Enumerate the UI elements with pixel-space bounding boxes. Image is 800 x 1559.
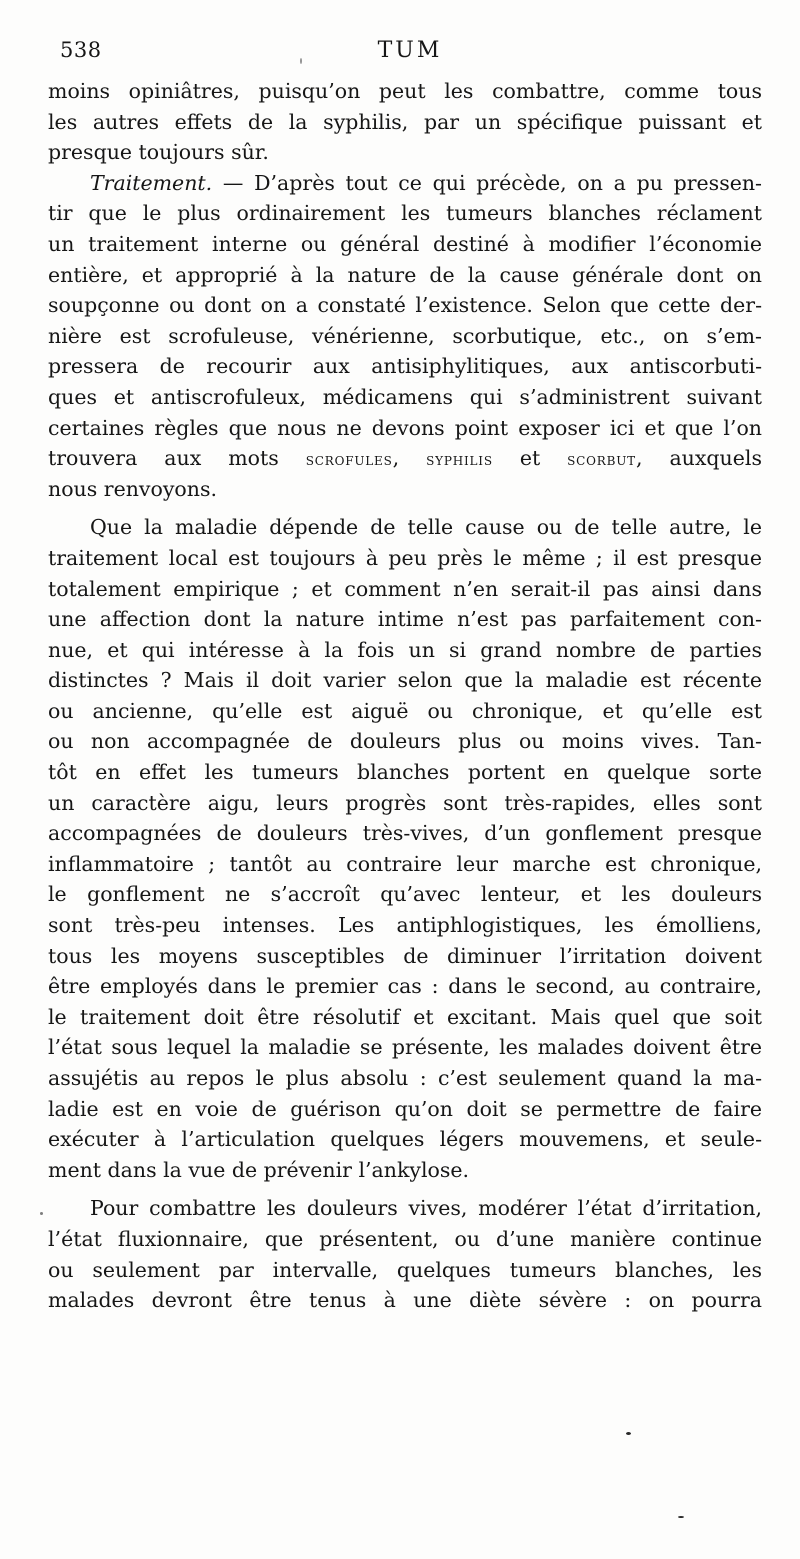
- text-line: ou seulement par intervalle, quelques tumeurs blanches, les: [48, 1257, 762, 1282]
- text-line: ladie est en voie de guérison qu’on doit se permettre de faire: [48, 1096, 762, 1121]
- text-line: un traitement interne ou général destiné à modifier l’économie: [48, 231, 762, 256]
- paragraph-traitement: [48, 168, 762, 505]
- running-title: TUM: [377, 38, 443, 63]
- scan-speck: [40, 1212, 43, 1215]
- text-line: Que la maladie dépende de telle cause ou de telle autre, le: [90, 515, 762, 540]
- text-line: totalement empirique ; et comment n’en serait-il pas ainsi dans: [48, 576, 762, 601]
- text-line: accompagnées de douleurs très-vives, d’un gonflement presque: [48, 821, 762, 846]
- section-heading-inline: Traitement.: [90, 170, 213, 195]
- crossref-scorbut: scorbut: [567, 450, 636, 471]
- page-number: 538: [60, 38, 102, 62]
- scan-speck: [300, 58, 302, 64]
- text-line: une affection dont la nature intime n’est pas parfaitement con-: [48, 607, 762, 632]
- text-line: tous les moyens susceptibles de diminuer l’irritation doivent: [48, 943, 762, 968]
- text-line: soupçonne ou dont on a constaté l’existence. Selon que cette der-: [48, 293, 762, 318]
- text-segment: trouvera aux mots: [48, 446, 306, 471]
- scan-speck: [678, 1516, 684, 1518]
- text-line: les autres effets de la syphilis, par un spécifique puissant et: [48, 109, 762, 134]
- crossref-scrofules: scrofules: [305, 450, 393, 471]
- text-line: nière est scrofuleuse, vénérienne, scorbutique, etc., on s’em-: [48, 323, 762, 348]
- text-line: ou non accompagnée de douleurs plus ou moins vives. Tan-: [48, 729, 762, 754]
- crossref-line: [48, 443, 762, 474]
- text-line: exécuter à l’articulation quelques légers mouvemens, et seule-: [48, 1127, 762, 1152]
- text-line: ou ancienne, qu’elle est aiguë ou chronique, et qu’elle est: [48, 698, 762, 723]
- paragraph-local-treatment: [48, 512, 762, 1185]
- text-line: ques et antiscrofuleux, médicamens qui s’administrent suivant: [48, 384, 762, 409]
- text-line: nue, et qui intéresse à la fois un si grand nombre de parties: [48, 637, 762, 662]
- text-line: assujétis au repos le plus absolu : c’est seulement quand la ma-: [48, 1066, 762, 1090]
- text-segment: , auxquels: [635, 446, 762, 471]
- text-line: pressera de recourir aux antisiphylitiques, aux antiscorbuti-: [48, 354, 762, 379]
- crossref-syphilis: syphilis: [426, 450, 493, 471]
- scan-speck: [626, 1432, 631, 1435]
- text-line: le gonflement ne s’accroît qu’avec lenteur, et les douleurs: [48, 882, 762, 907]
- body-text: [48, 76, 762, 1316]
- running-head: [60, 38, 760, 70]
- text-line: entière, et approprié à la nature de la cause générale dont on: [48, 262, 762, 287]
- text-line: un caractère aigu, leurs progrès sont très-rapides, elles sont: [48, 790, 762, 815]
- text-line: le traitement doit être résolutif et excitant. Mais quel que soit: [48, 1004, 762, 1029]
- text-line: distinctes ? Mais il doit varier selon que la maladie est récente: [48, 668, 762, 693]
- text-segment: et: [492, 446, 568, 471]
- text-segment: — D’après tout ce qui précède, on a pu pressen-: [212, 170, 762, 195]
- text-line: ment dans la vue de prévenir l’ankylose.: [48, 1157, 470, 1182]
- text-line: moins opiniâtres, puisqu’on peut les combattre, comme tous: [48, 79, 762, 103]
- text-line: [48, 168, 762, 199]
- text-line: malades devront être tenus à une diète sévère : on pourra: [48, 1288, 762, 1313]
- text-line: certaines règles que nous ne devons point exposer ici et que l’on: [48, 415, 762, 440]
- text-line: Pour combattre les douleurs vives, modérer l’état d’irritation,: [90, 1196, 762, 1221]
- text-line: presque toujours sûr.: [48, 140, 269, 165]
- text-line: nous renvoyons.: [48, 476, 218, 501]
- text-line: l’état sous lequel la maladie se présente, les malades doivent être: [48, 1035, 762, 1060]
- text-line: traitement local est toujours à peu près le même ; il est presque: [48, 545, 762, 570]
- text-line: inflammatoire ; tantôt au contraire leur marche est chronique,: [48, 851, 762, 876]
- text-segment: ,: [392, 446, 427, 471]
- text-line: tôt en effet les tumeurs blanches portent en quelque sorte: [48, 760, 762, 785]
- text-line: tir que le plus ordinairement les tumeurs blanches réclament: [48, 201, 762, 226]
- paragraph-douleurs: [48, 1193, 762, 1315]
- paragraph-continuation: [48, 76, 762, 168]
- text-line: être employés dans le premier cas : dans le second, au contraire,: [48, 974, 762, 999]
- text-line: l’état fluxionnaire, que présentent, ou d’une manière continue: [48, 1226, 762, 1251]
- text-line: sont très-peu intenses. Les antiphlogistiques, les émolliens,: [48, 913, 762, 938]
